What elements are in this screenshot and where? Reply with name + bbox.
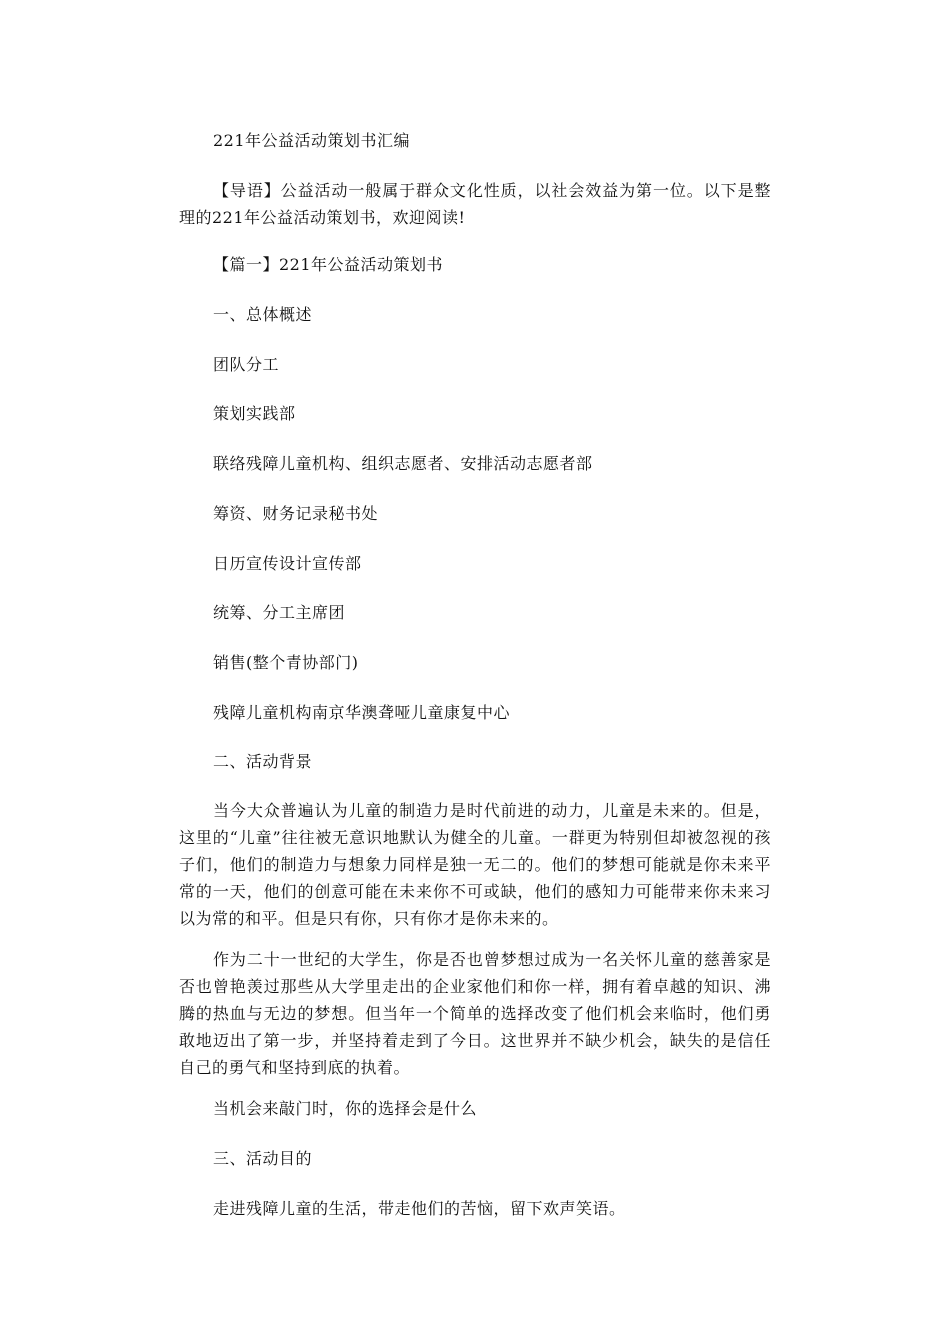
- dept-presidium: 统筹、分工主席团: [213, 603, 346, 622]
- background-paragraph-2: 作为二十一世纪的大学生，你是否也曾梦想过成为一名关怀儿童的慈善家是否也曾艳羡过那些从大学里走出的企业家他们和你一样，拥有着卓越的知识、沸腾的热血与无边的梦想。但当年一个简单的选择改变了他们机会来临时，他们勇敢地迈出了第一步，并坚持着走到了今日。这世界并不缺少机会，缺失的是信任自己的勇气和坚持到底的执着。: [179, 950, 771, 1077]
- partner-organization: 残障儿童机构南京华澳聋哑儿童康复中心: [213, 703, 511, 722]
- background-paragraph-1: 当今大众普遍认为儿童的制造力是时代前进的动力，儿童是未来的。但是，这里的“儿童”往往被无意识地默认为健全的儿童。一群更为特别但却被忽视的孩子们，他们的制造力与想象力同样是独一无二的。他们的梦想可能就是你未来平常的一天，他们的创意可能在未来你不可或缺，他们的感知力可能带来你未来习以为常的和平。但是只有你，只有你才是你未来的。: [179, 801, 771, 928]
- dept-planning-duty: 联络残障儿童机构、组织志愿者、安排活动志愿者部: [213, 454, 593, 473]
- part3-heading: 三、活动目的: [213, 1149, 313, 1168]
- document-title: 221年公益活动策划书汇编: [213, 131, 411, 150]
- dept-sales: 销售(整个青协部门): [213, 653, 359, 672]
- section-heading: 【篇一】221年公益活动策划书: [213, 255, 444, 274]
- dept-planning: 策划实践部: [213, 404, 296, 423]
- team-heading: 团队分工: [213, 355, 280, 374]
- part1-heading: 一、总体概述: [213, 305, 313, 324]
- purpose-paragraph-1: 走进残障儿童的生活，带走他们的苦恼，留下欢声笑语。: [213, 1199, 626, 1218]
- dept-secretariat: 筹资、财务记录秘书处: [213, 504, 379, 523]
- intro-paragraph: 【导语】公益活动一般属于群众文化性质，以社会效益为第一位。以下是整理的221年公益活动策划书，欢迎阅读!: [179, 181, 771, 227]
- part2-heading: 二、活动背景: [213, 752, 313, 771]
- dept-publicity: 日历宣传设计宣传部: [213, 554, 362, 573]
- background-paragraph-3: 当机会来敲门时，你的选择会是什么: [213, 1099, 478, 1118]
